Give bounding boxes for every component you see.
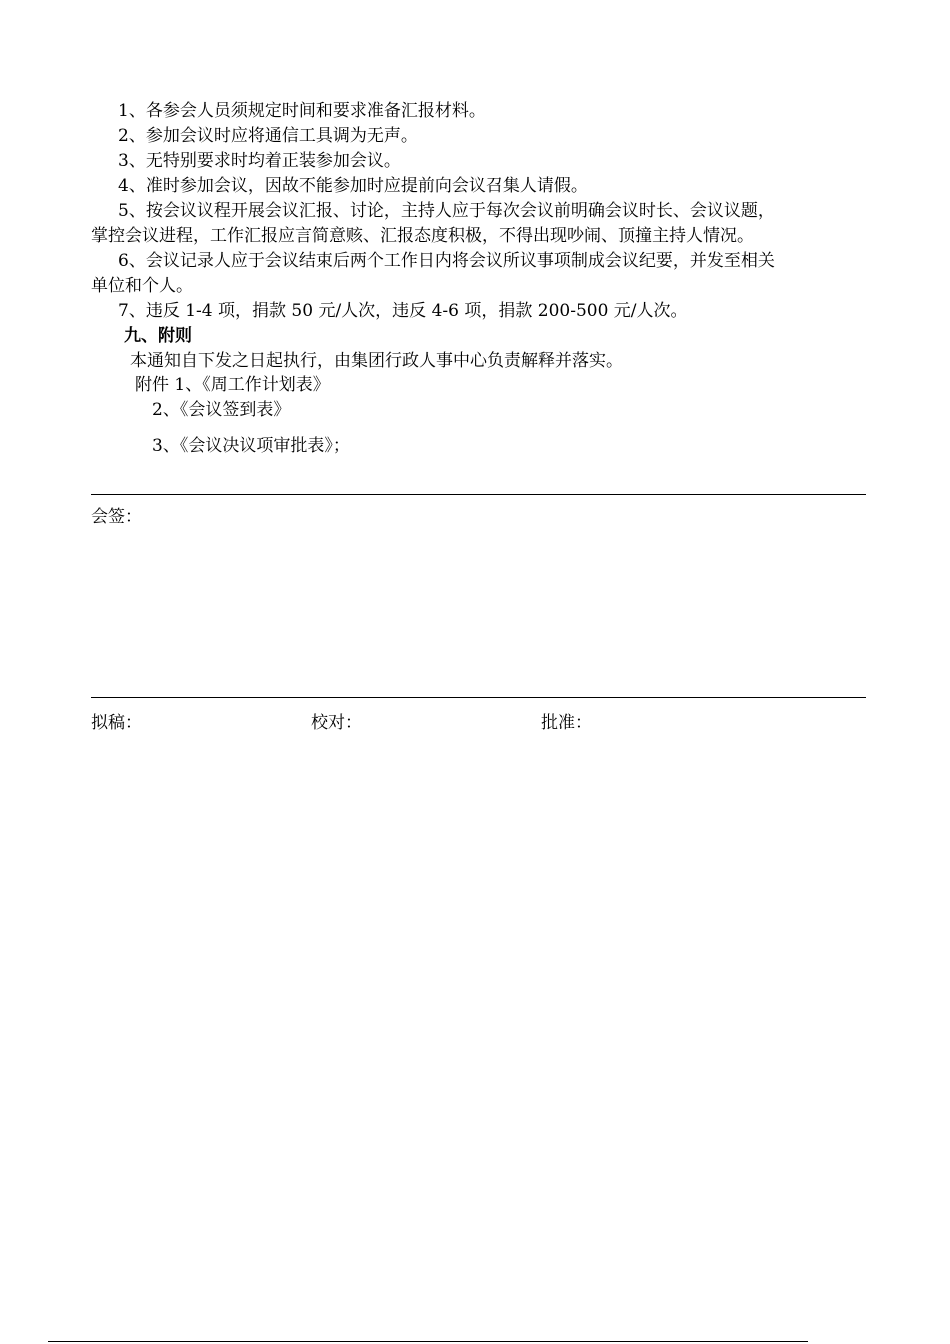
rule-item-1: 1、各参会人员须规定时间和要求准备汇报材料。 — [118, 101, 486, 121]
approve-label: 批准： — [541, 713, 592, 733]
rule-item-5-line-1: 5、按会议议程开展会议汇报、讨论，主持人应于每次会议前明确会议时长、会议议题， — [118, 201, 775, 221]
divider-top — [91, 494, 866, 495]
attachment-3: 3、《会议决议项审批表》； — [152, 436, 350, 456]
proofread-label: 校对： — [311, 713, 362, 733]
divider-bottom — [91, 697, 866, 698]
rule-item-6-line-2: 单位和个人。 — [91, 276, 193, 296]
section-9-body: 本通知自下发之日起执行，由集团行政人事中心负责解释并落实。 — [130, 351, 623, 371]
countersign-label: 会签： — [91, 507, 142, 527]
rule-item-6-line-1: 6、会议记录人应于会议结束后两个工作日内将会议所议事项制成会议纪要，并发至相关 — [118, 251, 775, 271]
rule-item-5-line-2: 掌控会议进程，工作汇报应言简意赅、汇报态度积极，不得出现吵闹、顶撞主持人情况。 — [91, 226, 754, 246]
rule-item-4: 4、准时参加会议，因故不能参加时应提前向会议召集人请假。 — [118, 176, 588, 196]
attachment-1: 附件 1、《周工作计划表》 — [135, 375, 330, 395]
draft-label: 拟稿： — [91, 713, 142, 733]
rule-item-3: 3、无特别要求时均着正装参加会议。 — [118, 151, 401, 171]
page-footer-rule — [48, 1341, 808, 1342]
rule-item-7: 7、违反 1-4 项，捐款 50 元/人次，违反 4-6 项，捐款 200-500 元/人次。 — [118, 301, 688, 321]
attachment-2: 2、《会议签到表》 — [152, 400, 291, 420]
section-9-heading: 九、附则 — [124, 326, 192, 346]
rule-item-2: 2、参加会议时应将通信工具调为无声。 — [118, 126, 418, 146]
